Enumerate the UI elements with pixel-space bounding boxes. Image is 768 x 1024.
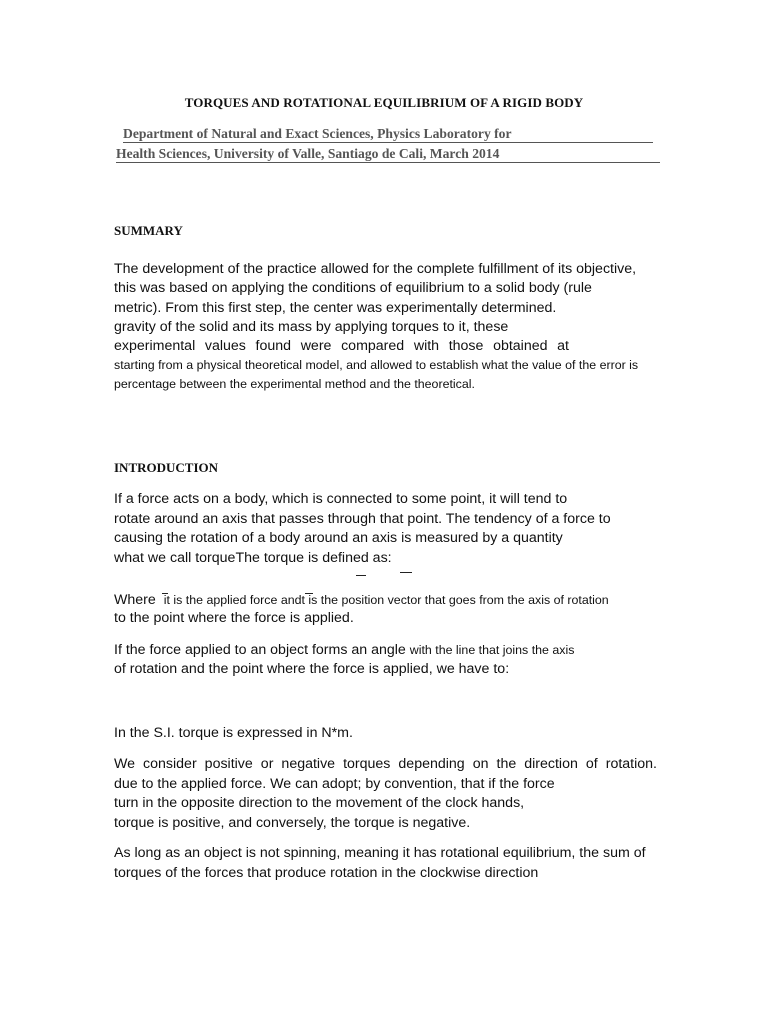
where-position: t is the position vector that goes from the axis of rotation [301,593,609,607]
vector-bar-mark [356,575,366,576]
affiliation-line-1: Department of Natural and Exact Sciences, Physics Laboratory for [123,126,512,141]
summary-line: experimental values found were compared with those obtained at [114,338,569,354]
equilibrium-line: As long as an object is not spinning, meaning it has rotational equilibrium, the sum of [114,845,646,861]
sign-line: torque is positive, and conversely, the torque is negative. [114,815,471,831]
equilibrium-line: torques of the forces that produce rotation in the clockwise direction [114,865,539,881]
intro-line [114,551,392,565]
angle-part-1: If the force applied to an object forms an angle [114,642,406,658]
where-line [114,593,609,607]
summary-line: gravity of the solid and its mass by applying torques to it, these [114,319,509,335]
summary-line: The development of the practice allowed for the complete fulfillment of its objective, [114,261,637,277]
affiliation-line-2: Health Sciences, University of Valle, Santiago de Cali, March 2014 [116,146,500,161]
summary-line: this was based on applying the conditions of equilibrium to a solid body (rule [114,280,592,296]
vector-bar-mark [400,572,412,573]
intro-line: rotate around an axis that passes through that point. The tendency of a force to [114,511,611,527]
summary-line: metric). From this first step, the center was experimentally determined. [114,300,557,316]
sign-line: turn in the opposite direction to the movement of the clock hands, [114,795,525,811]
vector-bar-mark [162,593,168,594]
affiliation-underline-2 [116,162,660,163]
intro-line-start: what we call torque [114,550,236,566]
intro-line: causing the rotation of a body around an axis is measured by a quantity [114,530,563,546]
vector-bar-mark [305,593,313,594]
affiliation-underline-1 [123,142,653,143]
summary-line: percentage between the experimental method and the theoretical. [114,377,475,391]
summary-line: starting from a physical theoretical model, and allowed to establish what the value of the error is [114,358,639,372]
sign-line: due to the applied force. We can adopt; by convention, that if the force [114,776,555,792]
where-word: Where [114,592,156,608]
where-force: it is the applied force and [163,593,302,607]
intro-line-end: The torque is defined as: [235,550,392,566]
angle-line-2: of rotation and the point where the force is applied, we have to: [114,661,510,677]
angle-line [114,643,574,657]
sign-line: We consider positive or negative torques depending on the direction of rotation. [114,756,657,772]
angle-part-2: with the line that joins the axis [409,643,575,657]
where-line-2: to the point where the force is applied. [114,610,354,626]
introduction-heading: INTRODUCTION [114,460,219,475]
document-title: TORQUES AND ROTATIONAL EQUILIBRIUM OF A RIGID BODY [184,95,584,110]
intro-line: If a force acts on a body, which is connected to some point, it will tend to [114,491,568,507]
summary-heading: SUMMARY [114,223,183,238]
si-line: In the S.I. torque is expressed in N*m. [114,725,353,741]
